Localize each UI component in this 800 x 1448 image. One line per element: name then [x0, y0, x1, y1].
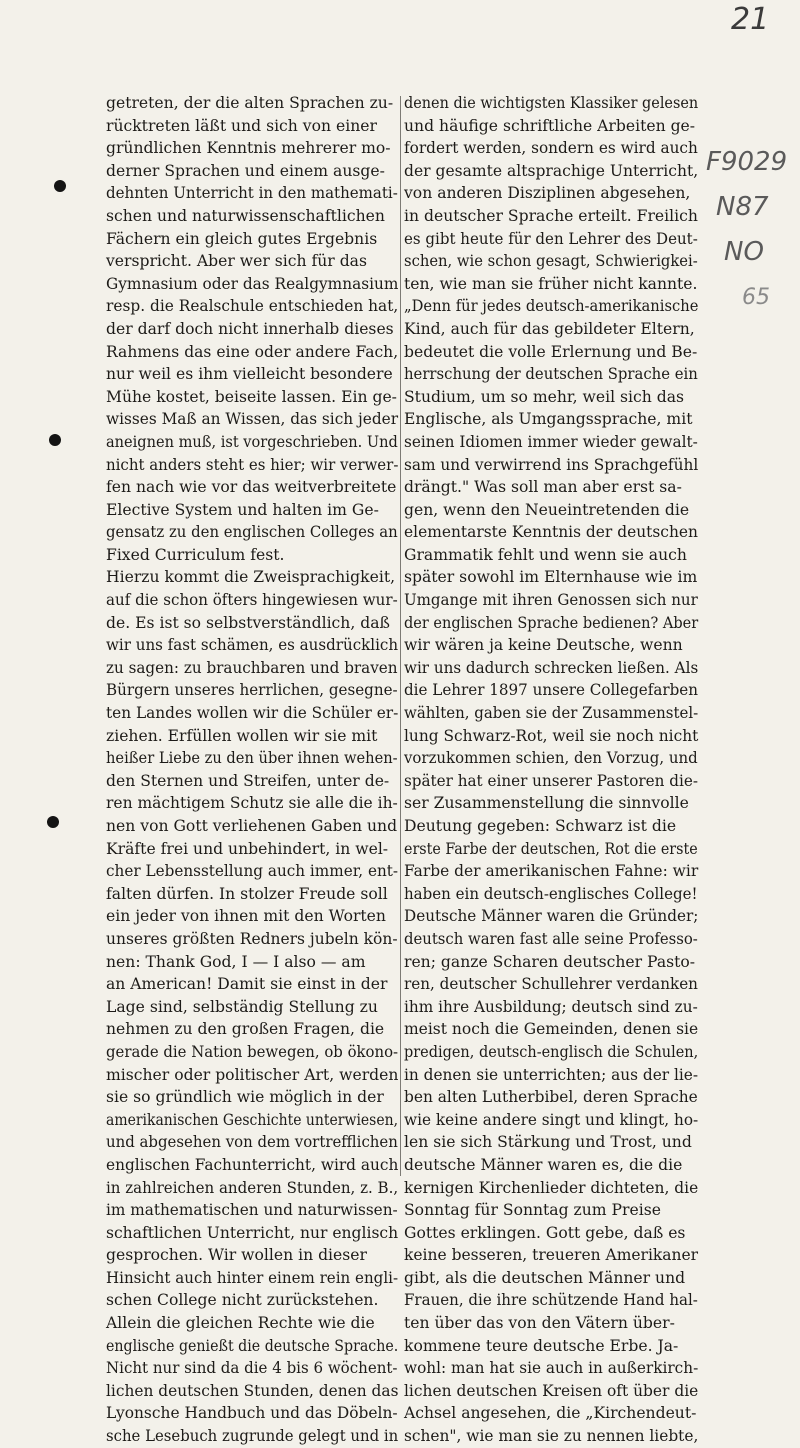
- text-line: nur weil es ihm vielleicht besondere: [106, 365, 393, 384]
- text-line: dehnten Unterricht in den mathemati-: [106, 184, 398, 203]
- text-line: deutsche Männer waren es, die die: [404, 1155, 683, 1174]
- text-line: amerikanischen Geschichte unterwiesen,: [106, 1110, 399, 1129]
- text-line: sie so gründlich wie möglich in der: [106, 1088, 384, 1107]
- text-line: Bürgern unseres herrlichen, gesegne-: [106, 681, 398, 700]
- text-line: wohl: man hat sie auch in außerkirch-: [404, 1359, 699, 1378]
- text-line: aneignen muß, ist vorgeschrieben. Und: [106, 432, 398, 451]
- text-line: die Lehrer 1897 unsere Collegefarben: [404, 681, 698, 700]
- text-line: ren mächtigem Schutz sie alle die ih-: [106, 794, 398, 813]
- text-line: schen und naturwissenschaftlichen: [106, 206, 385, 225]
- text-line: mischer oder politischer Art, werden: [106, 1065, 399, 1084]
- text-line: Umgange mit ihren Genossen sich nur: [404, 591, 698, 610]
- text-line: denen die wichtigsten Klassiker gelesen: [404, 94, 699, 112]
- left-text-column: [106, 92, 398, 1448]
- text-line: in zahlreichen anderen Stunden, z. B.,: [106, 1178, 399, 1197]
- text-line: Kräfte frei und unbehindert, in wel-: [106, 839, 389, 858]
- text-line: englische genießt die deutsche Sprache.: [106, 1336, 399, 1355]
- text-line: ren, deutscher Schullehrer verdanken: [404, 975, 698, 994]
- text-line: schaftlichen Unterricht, nur englisch: [106, 1223, 399, 1242]
- text-line: später sowohl im Elternhause wie im: [404, 568, 698, 587]
- text-line: cher Lebensstellung auch immer, ent-: [106, 862, 399, 881]
- text-line: den Sternen und Streifen, unter de-: [106, 771, 390, 790]
- text-line: wisses Maß an Wissen, das sich jeder: [106, 410, 399, 429]
- text-line: gesprochen. Wir wollen in dieser: [106, 1246, 367, 1265]
- punch-hole-bottom: [47, 816, 59, 828]
- text-line: lung Schwarz-Rot, weil sie noch nicht: [404, 726, 699, 745]
- text-line: rücktreten läßt und sich von einer: [106, 116, 377, 135]
- text-line: ten Landes wollen wir die Schüler er-: [106, 704, 399, 723]
- text-line: wie keine andere singt und klingt, ho-: [404, 1110, 699, 1129]
- text-line: vorzukommen schien, den Vorzug, und: [404, 749, 698, 768]
- text-line: von anderen Disziplinen abgesehen,: [404, 184, 691, 203]
- text-line: schen", wie man sie zu nennen liebte,: [404, 1427, 699, 1446]
- text-line: wählten, gaben sie der Zusammenstel-: [404, 704, 699, 723]
- text-line: im mathematischen und naturwissen-: [106, 1201, 398, 1220]
- text-line: nen von Gott verliehenen Gaben und: [106, 817, 398, 835]
- text-line: resp. die Realschule entschieden hat,: [106, 297, 399, 316]
- text-line: Farbe der amerikanischen Fahne: wir: [404, 862, 699, 881]
- text-line: nen: Thank God, I — I also — am: [106, 952, 366, 971]
- text-line: Gottes erklingen. Gott gebe, daß es: [404, 1223, 686, 1242]
- text-line: ein jeder von ihnen mit den Worten: [106, 907, 386, 926]
- annotation-number: NO: [724, 237, 764, 267]
- text-line: Sonntag für Sonntag zum Preise: [404, 1201, 661, 1220]
- text-line: Elective System und halten im Ge-: [106, 500, 379, 519]
- text-line: englischen Fachunterricht, wird auch: [106, 1155, 399, 1174]
- text-line: nicht anders steht es hier; wir verwer-: [106, 455, 399, 474]
- text-line: kommene teure deutsche Erbe. Ja-: [404, 1336, 679, 1355]
- page-number: 21: [731, 2, 770, 37]
- text-line: in deutscher Sprache erteilt. Freilich: [404, 206, 698, 225]
- text-line: herrschung der deutschen Sprache ein: [404, 365, 698, 384]
- text-line: zu sagen: zu brauchbaren und braven: [106, 658, 398, 677]
- text-line: Achsel angesehen, die „Kirchendeut-: [404, 1404, 697, 1423]
- text-line: derner Sprachen und einem ausge-: [106, 161, 385, 180]
- text-line: an American! Damit sie einst in der: [106, 975, 388, 994]
- text-line: in denen sie unterrichten; aus der lie-: [404, 1065, 699, 1084]
- text-line: und häufige schriftliche Arbeiten ge-: [404, 116, 696, 135]
- text-line: Fächern ein gleich gutes Ergebnis: [106, 229, 378, 248]
- text-line: Englische, als Umgangssprache, mit: [404, 410, 693, 429]
- text-line: Grammatik fehlt und wenn sie auch: [404, 545, 687, 564]
- text-line: erste Farbe der deutschen, Rot die erste: [404, 839, 698, 858]
- text-line: Rahmens das eine oder andere Fach,: [106, 342, 399, 361]
- text-line: ihm ihre Ausbildung; deutsch sind zu-: [404, 997, 698, 1016]
- text-line: falten dürfen. In stolzer Freude soll: [106, 884, 388, 903]
- pencil-annotations: [706, 140, 800, 320]
- text-line: gensatz zu den englischen Colleges an: [106, 523, 398, 542]
- text-line: wir uns dadurch schrecken ließen. Als: [404, 658, 699, 677]
- text-line: Allein die gleichen Rechte wie die: [106, 1314, 375, 1333]
- text-line: Nicht nur sind da die 4 bis 6 wöchent-: [106, 1359, 398, 1378]
- text-line: elementarste Kenntnis der deutschen: [404, 523, 698, 542]
- text-line: sam und verwirrend ins Sprachgefühl: [404, 455, 699, 474]
- punch-hole-top: [54, 180, 66, 192]
- text-line: Mühe kostet, beiseite lassen. Ein ge-: [106, 387, 397, 406]
- text-line: Frauen, die ihre schützende Hand hal-: [404, 1291, 698, 1310]
- column-divider: [400, 96, 401, 1176]
- text-line: meist noch die Gemeinden, denen sie: [404, 1020, 699, 1039]
- text-line: sche Lesebuch zugrunde gelegt und in: [106, 1427, 399, 1446]
- text-line: gerade die Nation bewegen, ob ökono-: [106, 1042, 399, 1061]
- text-line: kernigen Kirchenlieder dichteten, die: [404, 1178, 699, 1197]
- text-line: später hat einer unserer Pastoren die-: [404, 771, 698, 790]
- text-line: getreten, der die alten Sprachen zu-: [106, 94, 394, 112]
- text-line: Lage sind, selbständig Stellung zu: [106, 997, 378, 1016]
- text-line: ren; ganze Scharen deutscher Pasto-: [404, 952, 696, 971]
- text-line: ben alten Lutherbibel, deren Sprache: [404, 1088, 698, 1107]
- text-line: verspricht. Aber wer sich für das: [106, 252, 367, 271]
- text-line: wir uns fast schämen, es ausdrücklich: [106, 636, 399, 655]
- text-line: gründlichen Kenntnis mehrerer mo-: [106, 139, 391, 158]
- annotation-series: N87: [716, 192, 769, 222]
- text-line: schen College nicht zurückstehen.: [106, 1291, 379, 1310]
- text-line: Studium, um so mehr, weil sich das: [404, 387, 685, 406]
- text-line: Kind, auch für das gebildeter Eltern,: [404, 319, 695, 338]
- text-line: wir wären ja keine Deutsche, wenn: [404, 636, 683, 655]
- text-line: Hierzu kommt die Zweisprachigkeit,: [106, 568, 396, 587]
- text-line: „Denn für jedes deutsch-amerikanische: [404, 297, 699, 316]
- text-line: Hinsicht auch hinter einem rein engli-: [106, 1268, 399, 1287]
- text-line: haben ein deutsch-englisches College!: [404, 884, 698, 903]
- text-line: gibt, als die deutschen Männer und: [404, 1268, 686, 1287]
- text-line: keine besseren, treueren Amerikaner: [404, 1246, 699, 1265]
- text-line: der gesamte altsprachige Unterricht,: [404, 161, 699, 180]
- text-line: bedeutet die volle Erlernung und Be-: [404, 342, 698, 361]
- text-line: deutsch waren fast alle seine Professo-: [404, 929, 698, 948]
- text-line: nehmen zu den großen Fragen, die: [106, 1020, 385, 1039]
- text-line: und abgesehen von dem vortrefflichen: [106, 1133, 398, 1152]
- text-line: der englischen Sprache bedienen? Aber: [404, 613, 699, 632]
- text-line: ser Zusammenstellung die sinnvolle: [404, 794, 689, 813]
- text-line: len sie sich Stärkung und Trost, und: [404, 1133, 692, 1152]
- text-line: lichen deutschen Stunden, denen das: [106, 1381, 399, 1400]
- text-line: ten, wie man sie früher nicht kannte.: [404, 274, 698, 293]
- text-line: drängt." Was soll man aber erst sa-: [404, 478, 682, 497]
- text-line: fen nach wie vor das weitverbreitete: [106, 478, 397, 497]
- text-line: Fixed Curriculum fest.: [106, 545, 285, 564]
- text-line: Deutsche Männer waren die Gründer;: [404, 907, 699, 926]
- text-line: lichen deutschen Kreisen oft über die: [404, 1381, 699, 1400]
- text-line: predigen, deutsch-englisch die Schulen,: [404, 1042, 699, 1061]
- text-line: gen, wenn den Neueintretenden die: [404, 500, 690, 519]
- text-line: seinen Idiomen immer wieder gewalt-: [404, 432, 698, 451]
- text-line: ten über das von den Vätern über-: [404, 1314, 675, 1333]
- text-line: Deutung gegeben: Schwarz ist die: [404, 817, 677, 835]
- text-line: der darf doch nicht innerhalb dieses: [106, 319, 394, 338]
- text-line: heißer Liebe zu den über ihnen wehen-: [106, 749, 398, 768]
- annotation-page: 65: [742, 285, 770, 310]
- text-line: unseres größten Redners jubeln kön-: [106, 929, 398, 948]
- text-line: Gymnasium oder das Realgymnasium: [106, 274, 399, 293]
- right-text-column: [404, 92, 698, 1448]
- text-line: auf die schon öfters hingewiesen wur-: [106, 591, 398, 610]
- text-line: ziehen. Erfüllen wollen wir sie mit: [106, 726, 378, 745]
- text-line: fordert werden, sondern es wird auch: [404, 139, 698, 158]
- punch-hole-middle: [49, 434, 61, 446]
- text-line: es gibt heute für den Lehrer des Deut-: [404, 229, 698, 248]
- text-line: de. Es ist so selbstverständlich, daß: [106, 613, 390, 632]
- annotation-call-number: F9029: [706, 147, 788, 177]
- text-line: Lyonsche Handbuch und das Döbeln-: [106, 1404, 398, 1423]
- text-line: schen, wie schon gesagt, Schwierigkei-: [404, 252, 698, 271]
